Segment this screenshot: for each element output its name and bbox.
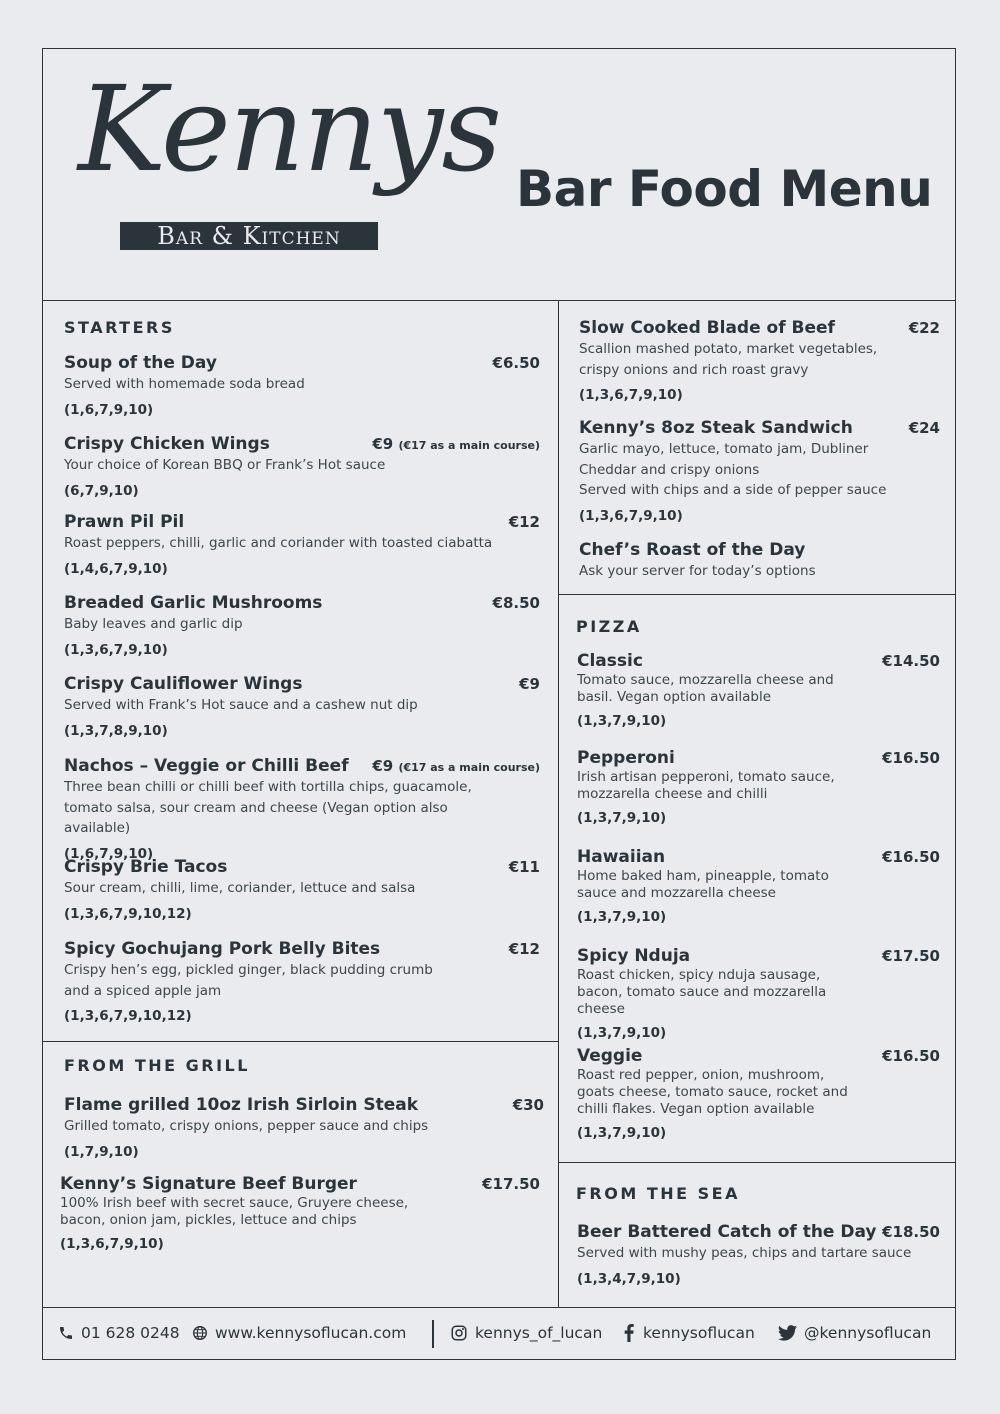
pizza-divider: [558, 594, 956, 595]
item-name: Pepperoni: [577, 748, 675, 768]
item-description: Roast peppers, chilli, garlic and coriander with toasted ciabatta: [64, 535, 493, 551]
header-divider: [42, 300, 956, 301]
item-price: €12: [508, 940, 540, 958]
footer-instagram[interactable]: [450, 1324, 602, 1342]
menu-item: [64, 673, 540, 741]
item-allergens: (1,3,7,9,10): [577, 713, 667, 729]
item-name: Crispy Chicken Wings: [64, 434, 270, 454]
item-name: Flame grilled 10oz Irish Sirloin Steak: [64, 1095, 419, 1115]
item-name: Crispy Brie Tacos: [64, 857, 228, 877]
item-description: Home baked ham, pineapple, tomato sauce and mozzarella cheese: [577, 868, 829, 901]
column-divider: [558, 300, 559, 1308]
item-description: Tomato sauce, mozzarella cheese and basil. Vegan option available: [577, 672, 834, 705]
item-description: Crispy hen’s egg, pickled ginger, black pudding crumb and a spiced apple jam: [64, 962, 433, 999]
item-name: Chef’s Roast of the Day: [579, 540, 806, 560]
item-description: Grilled tomato, crispy onions, pepper sauce and chips: [64, 1118, 429, 1134]
item-price: €11: [508, 858, 540, 876]
menu-item: [64, 856, 540, 924]
item-description: Garlic mayo, lettuce, tomato jam, Dubliner Cheddar and crispy onions: [579, 441, 869, 478]
item-price: €16.50: [882, 1047, 940, 1065]
website-link: www.kennysoflucan.com: [215, 1324, 407, 1342]
item-name: Classic: [577, 651, 643, 671]
item-price: €17.50: [482, 1175, 540, 1193]
menu-item: [64, 433, 540, 501]
item-description: Served with mushy peas, chips and tartare sauce: [577, 1245, 912, 1261]
footer-divider: [42, 1307, 956, 1308]
item-allergens: (1,3,6,7,9,10,12): [64, 905, 192, 922]
item-price-note: (€17 as a main course): [398, 439, 540, 452]
item-description-extra: Served with chips and a side of pepper sauce: [579, 482, 887, 498]
item-description: Sour cream, chilli, lime, coriander, lettuce and salsa: [64, 880, 416, 896]
sea-divider: [558, 1162, 956, 1163]
item-price: €9: [519, 675, 540, 693]
phone-icon: [58, 1325, 74, 1341]
item-allergens: (1,7,9,10): [64, 1143, 139, 1160]
menu-item: [64, 938, 540, 1026]
footer-twitter[interactable]: [778, 1324, 931, 1342]
item-allergens: (6,7,9,10): [64, 482, 139, 499]
globe-icon: [192, 1325, 208, 1341]
menu-item: [64, 755, 540, 864]
item-price: €24: [908, 419, 940, 437]
footer-phone[interactable]: [58, 1324, 180, 1342]
starters-title: STARTERS: [64, 318, 175, 337]
footer-facebook[interactable]: [622, 1324, 755, 1342]
item-name: Nachos – Veggie or Chilli Beef: [64, 756, 349, 776]
menu-item: [64, 592, 540, 660]
item-allergens: (1,3,6,7,9,10,12): [64, 1008, 192, 1024]
item-price: €12: [508, 513, 540, 531]
item-price: €6.50: [492, 354, 540, 372]
grill-title: FROM THE GRILL: [64, 1056, 250, 1075]
item-price: €22: [908, 319, 940, 337]
item-price: €9: [372, 435, 394, 453]
menu-item: [577, 747, 940, 828]
item-description: Roast chicken, spicy nduja sausage, bacon, tomato sauce and mozzarella cheese: [577, 967, 827, 1017]
item-price: €14.50: [882, 652, 940, 670]
item-description: Three bean chilli or chilli beef with tortilla chips, guacamole, tomato salsa, sour cream and cheese (Vegan option also available): [64, 779, 472, 836]
item-price: €18.50: [882, 1223, 940, 1241]
item-name: Crispy Cauliflower Wings: [64, 674, 303, 694]
twitter-handle: @kennysoflucan: [804, 1324, 932, 1342]
footer-separator: [432, 1320, 434, 1348]
sea-title: FROM THE SEA: [576, 1184, 740, 1203]
item-name: Soup of the Day: [64, 353, 217, 373]
menu-item: [577, 846, 940, 927]
logo-script: Kennys: [78, 60, 501, 198]
item-description: Baby leaves and garlic dip: [64, 616, 243, 632]
item-name: Kenny’s 8oz Steak Sandwich: [579, 418, 853, 438]
instagram-handle: kennys_of_lucan: [475, 1324, 603, 1342]
item-price-group: [372, 433, 540, 457]
item-allergens: (1,3,6,7,9,10): [64, 641, 168, 658]
item-description: 100% Irish beef with secret sauce, Gruyere cheese, bacon, onion jam, pickles, lettuce and chips: [60, 1195, 409, 1228]
item-description: Roast red pepper, onion, mushroom, goats cheese, tomato sauce, rocket and chilli flakes. Vegan option available: [577, 1067, 848, 1117]
footer-website[interactable]: [192, 1324, 406, 1342]
item-price: €16.50: [882, 749, 940, 767]
item-price: €16.50: [882, 848, 940, 866]
item-allergens: (1,3,6,7,9,10): [579, 387, 683, 403]
item-name: Hawaiian: [577, 847, 666, 867]
item-name: Breaded Garlic Mushrooms: [64, 593, 323, 613]
item-allergens: (1,3,6,7,9,10): [60, 1236, 164, 1252]
item-allergens: (1,4,6,7,9,10): [64, 560, 168, 577]
menu-item: [577, 1221, 940, 1289]
item-price: €30: [512, 1096, 544, 1114]
pizza-title: PIZZA: [576, 617, 642, 636]
item-price: €17.50: [882, 947, 940, 965]
item-allergens: (1,3,7,9,10): [577, 810, 667, 826]
menu-item: [64, 352, 540, 420]
item-price-group: [372, 755, 540, 779]
item-name: Spicy Nduja: [577, 946, 691, 966]
item-price: €9: [372, 757, 394, 775]
item-allergens: (1,6,7,9,10): [64, 845, 154, 862]
menu-item: [577, 945, 940, 1043]
item-description: Served with homemade soda bread: [64, 376, 305, 392]
item-name: Kenny’s Signature Beef Burger: [60, 1174, 357, 1194]
item-allergens: (1,3,6,7,9,10): [579, 507, 683, 524]
item-allergens: (1,3,7,9,10): [577, 909, 667, 925]
item-price-note: (€17 as a main course): [398, 761, 540, 774]
item-description: Your choice of Korean BBQ or Frank’s Hot sauce: [64, 457, 386, 473]
item-name: Spicy Gochujang Pork Belly Bites: [64, 939, 381, 959]
item-allergens: (1,3,7,9,10): [577, 1125, 667, 1141]
menu-item: [64, 1094, 544, 1162]
item-allergens: (1,6,7,9,10): [64, 401, 154, 418]
footer: [44, 1312, 954, 1358]
page-title: Bar Food Menu: [516, 160, 933, 218]
grill-divider: [42, 1041, 559, 1042]
item-description: Ask your server for today’s options: [579, 563, 816, 579]
item-name: Prawn Pil Pil: [64, 512, 185, 532]
menu-item: [577, 1045, 940, 1143]
phone-number: 01 628 0248: [81, 1324, 180, 1342]
item-description: Scallion mashed potato, market vegetables, crispy onions and rich roast gravy: [579, 341, 878, 378]
logo-banner: Bar & Kitchen: [120, 222, 378, 250]
menu-item: [579, 417, 940, 526]
menu-item: [579, 317, 940, 405]
menu-item: [577, 650, 940, 731]
item-allergens: (1,3,7,9,10): [577, 1025, 667, 1041]
item-allergens: (1,3,7,8,9,10): [64, 722, 168, 739]
item-name: Veggie: [577, 1046, 643, 1066]
item-description: Irish artisan pepperoni, tomato sauce, mozzarella cheese and chilli: [577, 769, 835, 802]
item-name: Slow Cooked Blade of Beef: [579, 318, 835, 338]
menu-item: [64, 511, 540, 579]
item-name: Beer Battered Catch of the Day: [577, 1222, 877, 1242]
instagram-icon: [450, 1324, 468, 1342]
item-allergens: (1,3,4,7,9,10): [577, 1270, 681, 1287]
item-price: €8.50: [492, 594, 540, 612]
facebook-handle: kennysoflucan: [643, 1324, 755, 1342]
item-description: Served with Frank’s Hot sauce and a cashew nut dip: [64, 697, 418, 713]
menu-item: [60, 1173, 540, 1254]
menu-item: [579, 539, 940, 582]
facebook-icon: [622, 1324, 636, 1342]
twitter-icon: [778, 1325, 797, 1341]
